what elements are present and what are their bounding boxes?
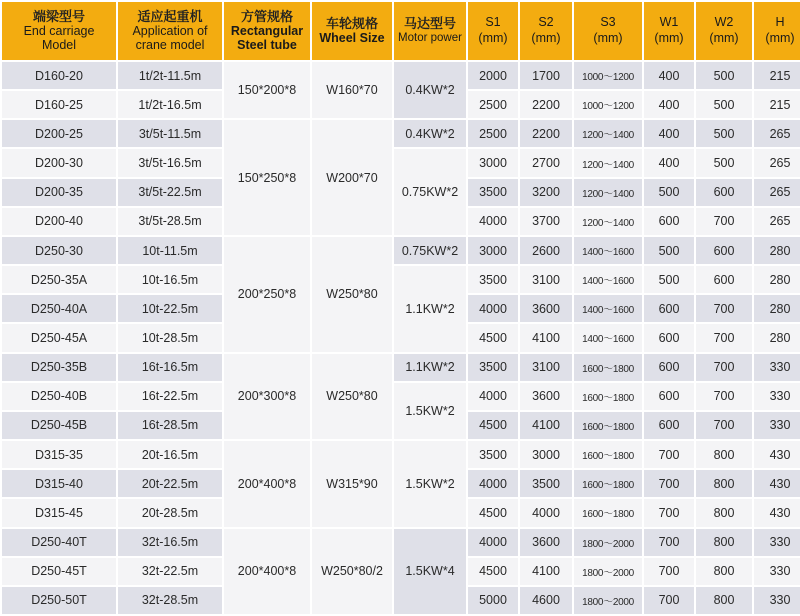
cell-w2: 700 [696, 412, 752, 439]
header-w1-unit: (mm) [654, 31, 684, 45]
cell-h: 265 [754, 120, 800, 147]
cell-h: 430 [754, 499, 800, 526]
cell-motor-power: 1.5KW*2 [394, 441, 466, 526]
cell-w1: 400 [644, 62, 694, 89]
cell-s1: 4000 [468, 529, 518, 556]
cell-w2: 500 [696, 62, 752, 89]
cell-s2: 2200 [520, 91, 572, 118]
cell-s3: 1200～1400 [574, 149, 642, 176]
cell-w2: 500 [696, 120, 752, 147]
table-row [2, 441, 800, 468]
cell-w1: 600 [644, 383, 694, 410]
cell-w1: 400 [644, 91, 694, 118]
table-row [2, 62, 800, 89]
header-s2-unit: (mm) [531, 31, 561, 45]
cell-application: 1t/2t-11.5m [118, 62, 222, 89]
cell-s2: 3000 [520, 441, 572, 468]
cell-h: 215 [754, 91, 800, 118]
cell-s1: 2500 [468, 120, 518, 147]
cell-s3: 1000～1200 [574, 91, 642, 118]
cell-s2: 3100 [520, 354, 572, 381]
cell-w2: 800 [696, 587, 752, 614]
header-w1 [644, 2, 694, 60]
cell-model: D315-45 [2, 499, 116, 526]
cell-wheel-size: W250*80 [312, 237, 392, 352]
cell-s1: 3000 [468, 237, 518, 264]
cell-application: 32t-28.5m [118, 587, 222, 614]
cell-motor-power: 0.75KW*2 [394, 149, 466, 234]
cell-application: 3t/5t-28.5m [118, 208, 222, 235]
table-row [2, 120, 800, 147]
cell-application: 10t-28.5m [118, 324, 222, 351]
header-s1-label: S1 [485, 15, 501, 30]
cell-w1: 600 [644, 295, 694, 322]
cell-h: 430 [754, 470, 800, 497]
cell-s2: 4000 [520, 499, 572, 526]
cell-tube-spec: 200*400*8 [224, 441, 310, 526]
cell-model: D250-45T [2, 558, 116, 585]
header-wheel-zh: 车轮规格 [325, 15, 378, 31]
cell-s1: 4500 [468, 558, 518, 585]
cell-w2: 700 [696, 295, 752, 322]
cell-s1: 4000 [468, 295, 518, 322]
header-s3 [574, 2, 642, 60]
cell-s3: 1400～1600 [574, 295, 642, 322]
header-s3-unit: (mm) [593, 31, 623, 45]
header-s2 [520, 2, 572, 60]
header-motor [394, 2, 466, 60]
cell-s1: 3500 [468, 266, 518, 293]
cell-application: 3t/5t-11.5m [118, 120, 222, 147]
header-h-unit: (mm) [765, 31, 795, 45]
cell-s2: 1700 [520, 62, 572, 89]
cell-model: D250-40B [2, 383, 116, 410]
cell-application: 32t-16.5m [118, 529, 222, 556]
cell-h: 280 [754, 295, 800, 322]
cell-s3: 1600～1800 [574, 412, 642, 439]
cell-w2: 800 [696, 558, 752, 585]
cell-s2: 4100 [520, 558, 572, 585]
cell-w1: 500 [644, 266, 694, 293]
cell-s2: 4600 [520, 587, 572, 614]
cell-application: 3t/5t-16.5m [118, 149, 222, 176]
cell-w1: 400 [644, 149, 694, 176]
header-motor-zh: 马达型号 [403, 16, 456, 32]
cell-tube-spec: 200*300*8 [224, 354, 310, 439]
header-application-en-2: crane model [135, 38, 205, 53]
cell-application: 3t/5t-22.5m [118, 179, 222, 206]
cell-application: 10t-16.5m [118, 266, 222, 293]
cell-application: 16t-28.5m [118, 412, 222, 439]
cell-wheel-size: W160*70 [312, 62, 392, 118]
header-model [2, 2, 116, 60]
cell-s1: 4000 [468, 383, 518, 410]
cell-model: D200-35 [2, 179, 116, 206]
cell-s1: 2000 [468, 62, 518, 89]
cell-application: 32t-22.5m [118, 558, 222, 585]
cell-w1: 400 [644, 120, 694, 147]
cell-h: 330 [754, 587, 800, 614]
header-row [2, 2, 800, 60]
cell-w2: 700 [696, 208, 752, 235]
cell-s3: 1200～1400 [574, 179, 642, 206]
header-s1-unit: (mm) [478, 31, 508, 45]
cell-s3: 1400～1600 [574, 324, 642, 351]
cell-s2: 3700 [520, 208, 572, 235]
cell-w1: 700 [644, 587, 694, 614]
cell-motor-power: 0.4KW*2 [394, 120, 466, 147]
cell-application: 1t/2t-16.5m [118, 91, 222, 118]
cell-w2: 800 [696, 470, 752, 497]
cell-w2: 600 [696, 179, 752, 206]
cell-s2: 3100 [520, 266, 572, 293]
cell-application: 20t-28.5m [118, 499, 222, 526]
header-wheel [312, 2, 392, 60]
cell-s1: 3500 [468, 179, 518, 206]
cell-w1: 700 [644, 499, 694, 526]
cell-model: D250-30 [2, 237, 116, 264]
cell-application: 20t-22.5m [118, 470, 222, 497]
cell-model: D250-45A [2, 324, 116, 351]
cell-s1: 2500 [468, 91, 518, 118]
cell-s1: 3500 [468, 441, 518, 468]
cell-s1: 4500 [468, 412, 518, 439]
cell-s2: 3600 [520, 383, 572, 410]
table-row [2, 266, 800, 293]
cell-w1: 700 [644, 529, 694, 556]
cell-s1: 3000 [468, 149, 518, 176]
cell-h: 265 [754, 149, 800, 176]
cell-w2: 500 [696, 91, 752, 118]
cell-s1: 3500 [468, 354, 518, 381]
cell-model: D160-25 [2, 91, 116, 118]
cell-wheel-size: W250*80 [312, 354, 392, 439]
cell-w2: 600 [696, 237, 752, 264]
cell-motor-power: 0.4KW*2 [394, 62, 466, 118]
header-model-en-1: End carriage [23, 24, 95, 39]
cell-s3: 1000～1200 [574, 62, 642, 89]
table-row [2, 237, 800, 264]
cell-w1: 600 [644, 412, 694, 439]
cell-w1: 700 [644, 441, 694, 468]
cell-tube-spec: 200*250*8 [224, 237, 310, 352]
cell-w2: 800 [696, 529, 752, 556]
header-tube-en-1: Rectangular [230, 24, 304, 39]
cell-s3: 1600～1800 [574, 383, 642, 410]
cell-h: 280 [754, 266, 800, 293]
cell-s2: 2600 [520, 237, 572, 264]
cell-w2: 700 [696, 383, 752, 410]
cell-w2: 700 [696, 324, 752, 351]
cell-w2: 800 [696, 441, 752, 468]
cell-w1: 600 [644, 354, 694, 381]
cell-s1: 4500 [468, 499, 518, 526]
cell-tube-spec: 150*200*8 [224, 62, 310, 118]
cell-s3: 1800～2000 [574, 529, 642, 556]
header-application-zh: 适应起重机 [137, 8, 203, 24]
table-row [2, 529, 800, 556]
table-row [2, 383, 800, 410]
cell-motor-power: 0.75KW*2 [394, 237, 466, 264]
cell-w2: 500 [696, 149, 752, 176]
header-application-en-1: Application of [132, 24, 208, 39]
cell-s3: 1800～2000 [574, 558, 642, 585]
header-w2-unit: (mm) [709, 31, 739, 45]
header-s2-label: S2 [538, 15, 554, 30]
cell-s2: 4100 [520, 412, 572, 439]
cell-h: 330 [754, 412, 800, 439]
cell-w1: 500 [644, 179, 694, 206]
cell-s2: 3600 [520, 529, 572, 556]
cell-application: 10t-11.5m [118, 237, 222, 264]
cell-s3: 1600～1800 [574, 470, 642, 497]
cell-h: 330 [754, 354, 800, 381]
cell-h: 330 [754, 558, 800, 585]
table-body [2, 62, 800, 614]
cell-h: 265 [754, 208, 800, 235]
header-model-zh: 端梁型号 [32, 8, 85, 24]
cell-wheel-size: W200*70 [312, 120, 392, 235]
cell-w1: 700 [644, 558, 694, 585]
cell-w2: 700 [696, 354, 752, 381]
header-w1-label: W1 [659, 15, 679, 30]
cell-w2: 800 [696, 499, 752, 526]
cell-model: D315-35 [2, 441, 116, 468]
table-row [2, 354, 800, 381]
header-s3-label: S3 [600, 15, 616, 30]
cell-s3: 1400～1600 [574, 237, 642, 264]
cell-application: 16t-22.5m [118, 383, 222, 410]
cell-wheel-size: W250*80/2 [312, 529, 392, 615]
cell-h: 280 [754, 324, 800, 351]
cell-w1: 500 [644, 237, 694, 264]
cell-s3: 1200～1400 [574, 120, 642, 147]
cell-motor-power: 1.1KW*2 [394, 354, 466, 381]
cell-w1: 600 [644, 324, 694, 351]
cell-s2: 3200 [520, 179, 572, 206]
cell-wheel-size: W315*90 [312, 441, 392, 526]
header-h [754, 2, 800, 60]
cell-tube-spec: 200*400*8 [224, 529, 310, 615]
header-tube-en-2: Steel tube [237, 38, 297, 53]
header-s1 [468, 2, 518, 60]
header-tube-zh: 方管规格 [240, 8, 293, 24]
header-application [118, 2, 222, 60]
cell-h: 330 [754, 529, 800, 556]
cell-model: D250-50T [2, 587, 116, 614]
cell-s3: 1600～1800 [574, 441, 642, 468]
cell-application: 20t-16.5m [118, 441, 222, 468]
cell-model: D250-35A [2, 266, 116, 293]
header-motor-en: Motor power [398, 31, 462, 44]
cell-model: D250-45B [2, 412, 116, 439]
cell-w1: 600 [644, 208, 694, 235]
cell-model: D200-25 [2, 120, 116, 147]
cell-model: D250-40A [2, 295, 116, 322]
cell-s3: 1800～2000 [574, 587, 642, 614]
cell-model: D250-35B [2, 354, 116, 381]
cell-application: 10t-22.5m [118, 295, 222, 322]
cell-w2: 600 [696, 266, 752, 293]
cell-h: 265 [754, 179, 800, 206]
cell-s3: 1400～1600 [574, 266, 642, 293]
header-wheel-en: Wheel Size [319, 31, 385, 46]
cell-h: 280 [754, 237, 800, 264]
header-w2 [696, 2, 752, 60]
cell-s2: 3500 [520, 470, 572, 497]
cell-model: D200-30 [2, 149, 116, 176]
cell-application: 16t-16.5m [118, 354, 222, 381]
cell-s3: 1600～1800 [574, 354, 642, 381]
cell-h: 430 [754, 441, 800, 468]
cell-motor-power: 1.5KW*2 [394, 383, 466, 439]
header-model-en-2: Model [41, 38, 77, 53]
cell-model: D160-20 [2, 62, 116, 89]
cell-h: 330 [754, 383, 800, 410]
header-tube [224, 2, 310, 60]
cell-s2: 3600 [520, 295, 572, 322]
table-row [2, 149, 800, 176]
cell-s3: 1600～1800 [574, 499, 642, 526]
cell-s2: 4100 [520, 324, 572, 351]
cell-s1: 4000 [468, 208, 518, 235]
cell-s1: 5000 [468, 587, 518, 614]
cell-h: 215 [754, 62, 800, 89]
cell-w1: 700 [644, 470, 694, 497]
cell-motor-power: 1.5KW*4 [394, 529, 466, 615]
cell-tube-spec: 150*250*8 [224, 120, 310, 235]
cell-model: D250-40T [2, 529, 116, 556]
cell-s1: 4000 [468, 470, 518, 497]
cell-s2: 2700 [520, 149, 572, 176]
header-h-label: H [775, 15, 785, 30]
cell-s2: 2200 [520, 120, 572, 147]
cell-s3: 1200～1400 [574, 208, 642, 235]
cell-model: D315-40 [2, 470, 116, 497]
cell-s1: 4500 [468, 324, 518, 351]
cell-motor-power: 1.1KW*2 [394, 266, 466, 351]
header-w2-label: W2 [714, 15, 734, 30]
cell-model: D200-40 [2, 208, 116, 235]
